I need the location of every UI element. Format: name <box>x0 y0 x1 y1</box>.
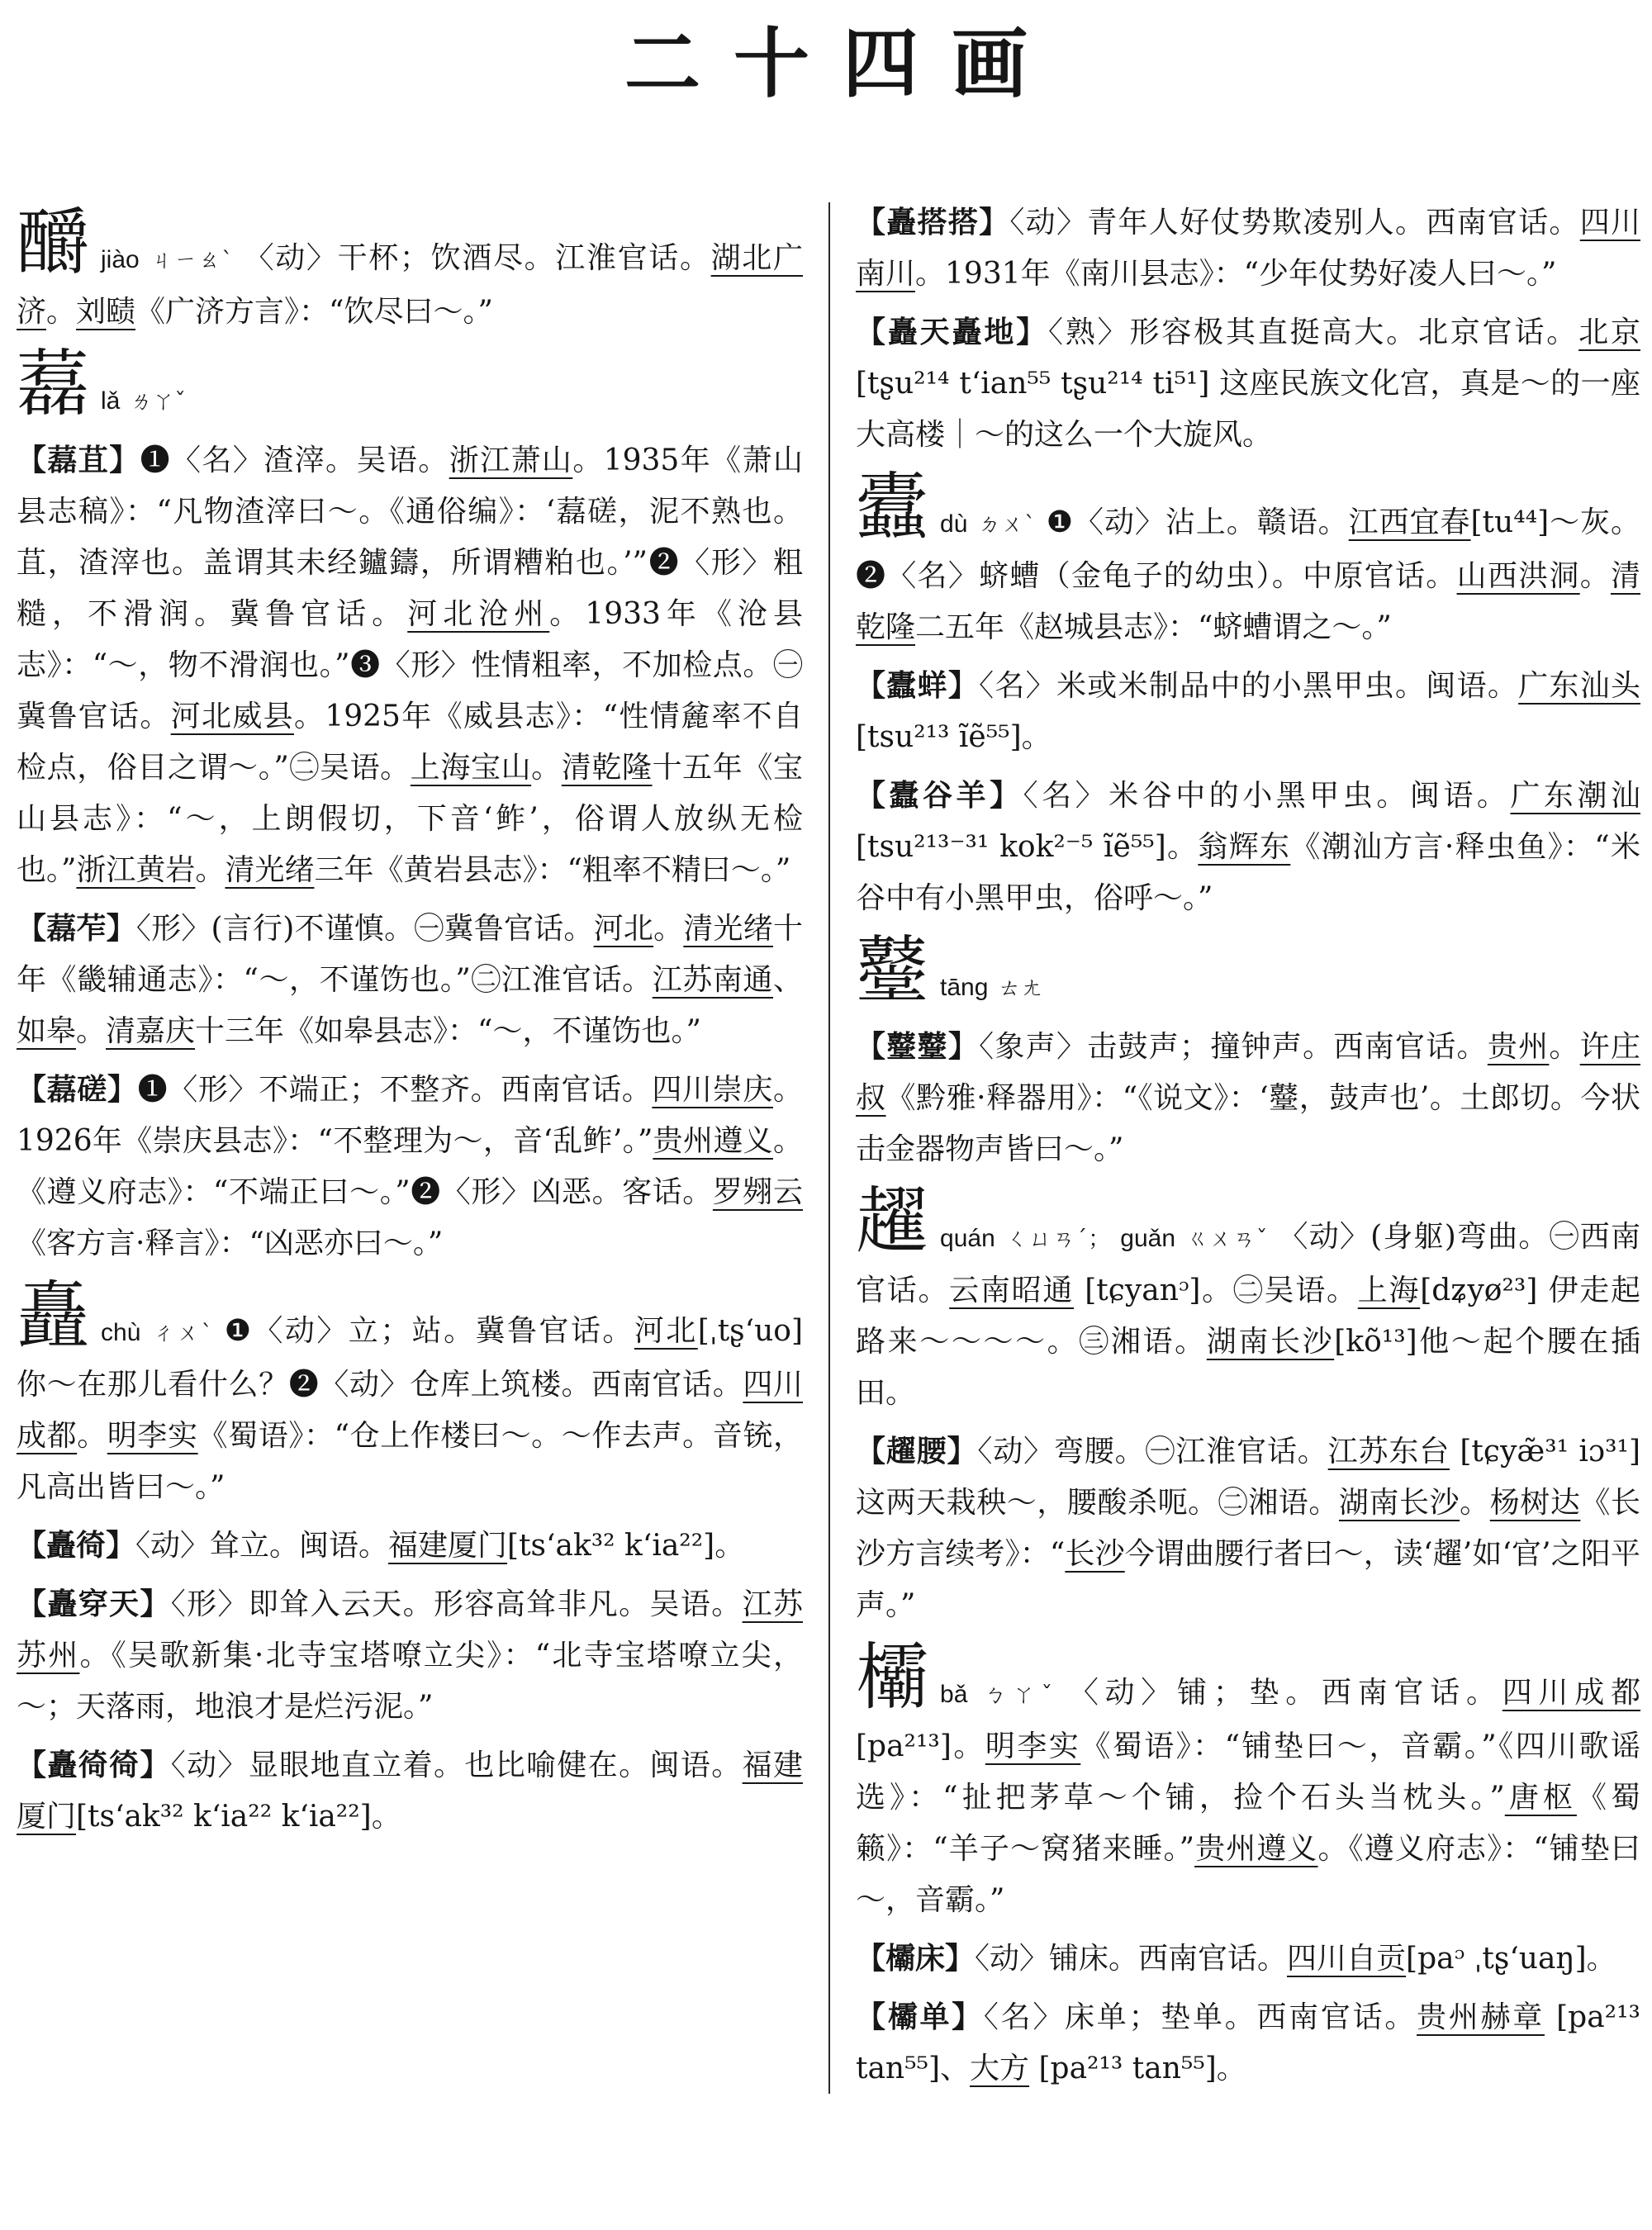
head-character: 釂 <box>17 200 90 285</box>
definition-text: [tsʻak³² kʻia²² kʻia²²]。 <box>76 1800 401 1834</box>
proper-noun: 四川自贡 <box>1287 1942 1407 1976</box>
definition-text: 十三年《如皋县志》：“～，不谨饬也。” <box>195 1014 701 1048</box>
zhuyin: ㄌㄚˇ <box>130 389 186 415</box>
proper-noun: 四川崇庆 <box>652 1073 773 1107</box>
proper-noun: 上海 <box>1357 1274 1421 1307</box>
proper-noun: 大方 <box>970 2052 1030 2085</box>
proper-noun: 贵州遵义 <box>653 1124 773 1158</box>
proper-noun: 贵州遵义 <box>1194 1832 1318 1866</box>
compound-word: 【欛床】 <box>856 1941 976 1976</box>
definition-text: 《黔雅·释器用》：“《说文》：‘鼞，鼓声也’。土郎切。今状击金器物声皆曰～。” <box>856 1081 1640 1166</box>
compound-entry <box>856 1426 1640 1631</box>
zhuyin: ㄉㄨˋ <box>977 512 1037 538</box>
proper-noun: 福建厦门 <box>17 1748 803 1834</box>
proper-noun: 贵州 <box>1487 1030 1550 1064</box>
definition-text: 、 <box>772 963 803 997</box>
pinyin: guǎn <box>1120 1225 1176 1252</box>
compound-entry <box>856 1933 1640 1985</box>
proper-noun: 云南昭通 <box>949 1274 1075 1307</box>
compound-word: 【矗徛】 <box>17 1528 136 1563</box>
compound-entry <box>856 1021 1640 1175</box>
definition-text: 。 <box>1549 1030 1580 1064</box>
zhuyin: ㄊㄤ <box>998 975 1043 1001</box>
compound-word: 【蠹谷羊】 <box>856 778 1023 813</box>
headword-entry <box>856 1635 1640 1926</box>
proper-noun: 上海宝山 <box>410 751 532 785</box>
proper-noun: 湖南长沙 <box>1206 1325 1335 1359</box>
compound-entry <box>856 770 1640 924</box>
compound-entry <box>17 1064 803 1269</box>
proper-noun: 山西洪洞 <box>1456 559 1580 593</box>
proper-noun: 贵州赫章 <box>1417 2000 1545 2034</box>
compound-entry <box>856 660 1640 763</box>
zhuyin: ㄔㄨˋ <box>150 1321 215 1346</box>
head-character: 藞 <box>17 341 90 426</box>
compound-entry <box>17 1578 803 1733</box>
proper-noun: 湖南长沙 <box>1338 1486 1460 1520</box>
proper-noun: 罗翙云 <box>712 1175 803 1209</box>
definition-text: 〈象声〉击鼓声；撞钟声。西南官话。 <box>979 1030 1488 1064</box>
compound-word: 【矗穿天】 <box>17 1587 171 1621</box>
proper-noun: 广东潮汕 <box>1510 779 1640 813</box>
definition-text: ❶〈名〉渣滓。吴语。 <box>140 444 449 477</box>
definition-text: [pa²¹³]。 <box>856 1729 985 1763</box>
definition-text: 〈动〉干杯；饮酒尽。江淮官话。 <box>244 241 711 275</box>
proper-noun: 河北威县 <box>170 700 294 733</box>
proper-noun: 清嘉庆 <box>106 1014 196 1048</box>
compound-entry <box>17 903 803 1057</box>
proper-noun: 江苏苏州 <box>17 1587 803 1672</box>
zhuyin: ㄅㄚˇ <box>977 1682 1059 1708</box>
definition-text: 十年《畿辅通志》：“～，不谨饬也。”㊁江淮官话。 <box>17 912 803 997</box>
pinyin: jiào <box>101 246 140 273</box>
definition-text: 。1926年《崇庆县志》：“不整理为～，音‘乱鲊’。” <box>17 1073 803 1158</box>
definition-text: 〈动〉青年人好仗势欺凌别人。西南官话。 <box>1009 206 1580 240</box>
definition-text: 。1931年《南川县志》：“少年仗势好凌人曰～。” <box>915 257 1557 291</box>
proper-noun: 明李实 <box>985 1729 1081 1763</box>
definition-text: ❶〈动〉立；站。冀鲁官话。 <box>224 1314 634 1348</box>
pinyin: quán <box>940 1225 995 1252</box>
proper-noun: 浙江黄岩 <box>76 853 196 887</box>
head-character: 矗 <box>17 1273 90 1358</box>
compound-word: 【藞苲】 <box>17 911 136 946</box>
definition-text: 〈形〉(言行)不谨慎。㊀冀鲁官话。 <box>135 912 594 946</box>
definition-text: 二五年《赵城县志》：“蛴螬谓之～。” <box>915 610 1392 644</box>
proper-noun: 河北 <box>634 1314 698 1348</box>
definition-text: 。 <box>653 912 684 946</box>
compound-entry <box>856 306 1640 461</box>
definition-text: 。 <box>531 751 562 785</box>
compound-entry <box>17 1520 803 1572</box>
definition-text: 〈动〉弯腰。㊀江淮官话。 <box>977 1435 1328 1468</box>
proper-noun: 北京 <box>1578 316 1640 349</box>
definition-text: 〈动〉显眼地直立着。也比喻健在。闽语。 <box>170 1748 743 1782</box>
zhuyin: ㄐㄧㄠˋ <box>149 248 235 273</box>
definition-text: [pa²¹³ tan⁵⁵]。 <box>1029 2052 1246 2085</box>
definition-text: 〈动〉铺床。西南官话。 <box>975 1942 1288 1976</box>
definition-text: [pa²¹³ tan⁵⁵]、 <box>856 2000 1640 2085</box>
definition-text: 〈动〉耸立。闽语。 <box>135 1529 389 1563</box>
definition-text: [paᵓ ˌtʂʻuaŋ]。 <box>1406 1942 1616 1976</box>
definition-text: 。《遵义府志》：“铺垫曰～，音霸。” <box>856 1832 1640 1917</box>
proper-noun: 江西宜春 <box>1348 505 1471 539</box>
proper-noun: 如皋 <box>17 1014 77 1048</box>
proper-noun: 河北沧州 <box>407 597 550 631</box>
pinyin: chù <box>101 1319 141 1346</box>
definition-text: 。《遵义府志》：“不端正曰～。”❷〈形〉凶恶。客话。 <box>17 1124 803 1209</box>
compound-word: 【趯腰】 <box>856 1434 978 1468</box>
definition-text: 〈熟〉形容极其直挺高大。北京官话。 <box>1048 316 1579 349</box>
definition-text: [tɕyæ̃³¹ iɔ³¹] 这两天栽秧～，腰酸杀呃。㊁湘语。 <box>856 1435 1640 1520</box>
pinyin: lǎ <box>101 387 121 415</box>
definition-text: 。1925年《威县志》：“性情麄率不自检点，俗目之谓～。”㊁吴语。 <box>17 700 803 785</box>
definition-text: 。 <box>1460 1486 1490 1520</box>
zhuyin: ㄍㄨㄢˇ <box>1185 1226 1269 1252</box>
definition-text: 今谓曲腰行者曰～，读‘趯’如‘官’之阳平声。” <box>856 1537 1640 1622</box>
proper-noun: 许庄叔 <box>856 1030 1640 1115</box>
compound-word: 【藞苴】 <box>17 443 140 477</box>
definition-text: [dʑyø²³] 伊走起路来～～～～。㊂湘语。 <box>856 1274 1640 1359</box>
compound-entry <box>17 434 803 896</box>
right-column <box>856 197 1640 2101</box>
compound-word: 【矗天矗地】 <box>856 315 1048 349</box>
proper-noun: 清光绪 <box>683 912 773 946</box>
proper-noun: 刘赜 <box>76 295 136 329</box>
proper-noun: 唐枢 <box>1504 1781 1577 1815</box>
left-column <box>17 197 803 1849</box>
definition-text: [kõ¹³]他～起个腰在插田。 <box>856 1325 1640 1410</box>
definition-text: ❶〈动〉沾上。赣语。 <box>1046 505 1349 539</box>
proper-noun: 四川成都 <box>1502 1676 1640 1710</box>
proper-noun: 浙江萧山 <box>449 444 573 477</box>
proper-noun: 河北 <box>593 912 654 946</box>
proper-noun: 长沙 <box>1065 1537 1125 1571</box>
proper-noun: 清光绪 <box>225 853 315 887</box>
proper-noun: 杨树达 <box>1489 1486 1581 1520</box>
pinyin: bǎ <box>940 1681 968 1708</box>
definition-text: 。 <box>46 295 77 329</box>
definition-text: 《蜀语》：“铺垫曰～，音霸。”《四川歌谣选》：“扯把茅草～个铺，捡个石头当枕头。” <box>856 1729 1640 1815</box>
compound-word: 【矗搭搭】 <box>856 205 1010 240</box>
head-character: 欛 <box>856 1635 929 1720</box>
proper-noun: 清乾隆 <box>856 559 1640 644</box>
definition-text: [tsu²¹³ ĩẽ⁵⁵]。 <box>856 720 1051 754</box>
column-divider <box>828 202 830 2094</box>
compound-entry <box>856 197 1640 300</box>
definition-text: [ˌtʂʻuo] 你～在那儿看什么？❷〈动〉仓库上筑楼。西南官话。 <box>17 1314 803 1402</box>
proper-noun: 四川南川 <box>856 206 1640 291</box>
definition-text: 。1933年《沧县志》：“～，物不滑润也。”❸〈形〉性情粗率，不加检点。㊀冀鲁官话。 <box>17 597 803 733</box>
definition-text: 〈动〉铺；垫。西南官话。 <box>1068 1676 1502 1710</box>
definition-text: 三年《黄岩县志》：“粗率不精曰～。” <box>314 853 791 887</box>
headword-entry <box>856 928 1640 1014</box>
definition-text: 《蜀籁》：“羊子～窝猪来睡。” <box>856 1781 1640 1866</box>
definition-text: 。 <box>76 1014 107 1048</box>
definition-text: 。 <box>195 853 225 887</box>
definition-text: 。1935年《萧山县志稿》：“凡物渣滓曰～。《通俗编》：‘藞磋，泥不熟也。苴，渣滓也。盖谓其未经鑪鑄，所谓糟粕也。’”❷〈形〉粗糙，不滑润。冀鲁官话。 <box>17 444 803 631</box>
compound-word: 【欛单】 <box>856 2000 984 2034</box>
definition-text: 《潮汕方言·释虫鱼》：“米谷中有小黑甲虫，俗呼～。” <box>856 830 1640 915</box>
definition-text: 〈形〉即耸入云天。形容高耸非凡。吴语。 <box>170 1587 743 1621</box>
definition-text: 〈名〉米谷中的小黑甲虫。闽语。 <box>1023 779 1511 813</box>
compound-word: 【矗徛徛】 <box>17 1748 171 1782</box>
compound-entry <box>856 1991 1640 2095</box>
definition-text: 《长沙方言续考》：“ <box>856 1486 1640 1571</box>
pinyin: tāng <box>940 974 989 1001</box>
headword-entry <box>17 1273 803 1513</box>
definition-text: [tsʻak³² kʻia²²]。 <box>507 1529 745 1563</box>
definition-text: [tu⁴⁴]～灰。❷〈名〉蛴螬（金龟子的幼虫）。中原官话。 <box>856 505 1641 593</box>
definition-text: 《广济方言》：“饮尽曰～。” <box>135 295 493 329</box>
definition-text: 〈动〉(身躯)弯曲。㊀西南官话。 <box>856 1220 1641 1307</box>
definition-text: ❶〈形〉不端正；不整齐。西南官话。 <box>137 1073 653 1107</box>
proper-noun: 翁辉东 <box>1198 830 1291 864</box>
head-character: 趯 <box>856 1179 929 1264</box>
proper-noun: 江苏东台 <box>1327 1435 1450 1468</box>
definition-text: [tɕyanᵓ]。㊁吴语。 <box>1074 1274 1358 1307</box>
definition-text: 。《吴歌新集·北寺宝塔嘹立尖》：“北寺宝塔嘹立尖，～；天落雨，地浪才是烂污泥。” <box>17 1639 803 1724</box>
definition-text: 〈名〉米或米制品中的小黑甲虫。闽语。 <box>979 669 1519 703</box>
head-character: 鼞 <box>856 928 929 1013</box>
proper-noun: 湖北广济 <box>17 241 803 329</box>
definition-text: [tsu²¹³⁻³¹ kok²⁻⁵ ĩẽ⁵⁵]。 <box>856 830 1199 864</box>
headword-entry <box>856 464 1641 653</box>
page-title: 二十四画 <box>624 20 1061 108</box>
pinyin: dù <box>940 510 968 538</box>
compound-word: 【蠹蛘】 <box>856 668 980 703</box>
definition-text: 。 <box>77 1419 107 1453</box>
compound-entry <box>17 1739 803 1843</box>
proper-noun: 明李实 <box>107 1419 198 1453</box>
proper-noun: 福建厦门 <box>388 1529 508 1563</box>
headword-entry <box>856 1179 1641 1419</box>
zhuyin: ㄑㄩㄢˊ； <box>1004 1226 1111 1252</box>
definition-text: 。 <box>1579 559 1611 593</box>
definition-text: [tʂu²¹⁴ tʻian⁵⁵ tʂu²¹⁴ ti⁵¹] 这座民族文化宫，真是～的一座大高楼｜～的这么一个大旋风。 <box>856 367 1640 452</box>
headword-entry <box>17 341 803 428</box>
proper-noun: 四川成都 <box>17 1368 803 1453</box>
proper-noun: 江苏南通 <box>652 963 773 997</box>
definition-text: 〈名〉床单；垫单。西南官话。 <box>983 2000 1417 2034</box>
compound-word: 【藞磋】 <box>17 1072 138 1107</box>
definition-text: 《客方言·释言》：“凶恶亦曰～。” <box>17 1226 444 1260</box>
head-character: 蠹 <box>856 464 929 549</box>
definition-text: 《蜀语》：“仓上作楼曰～。～作去声。音铳，凡高出皆曰～。” <box>17 1419 803 1504</box>
definition-text: 十五年《宝山县志》：“～，上朗假切，下音‘鲊’，俗谓人放纵无检也。” <box>17 751 803 887</box>
proper-noun: 广东汕头 <box>1518 669 1640 703</box>
proper-noun: 清乾隆 <box>561 751 653 785</box>
headword-entry <box>17 200 803 338</box>
compound-word: 【鼞鼞】 <box>856 1029 980 1064</box>
